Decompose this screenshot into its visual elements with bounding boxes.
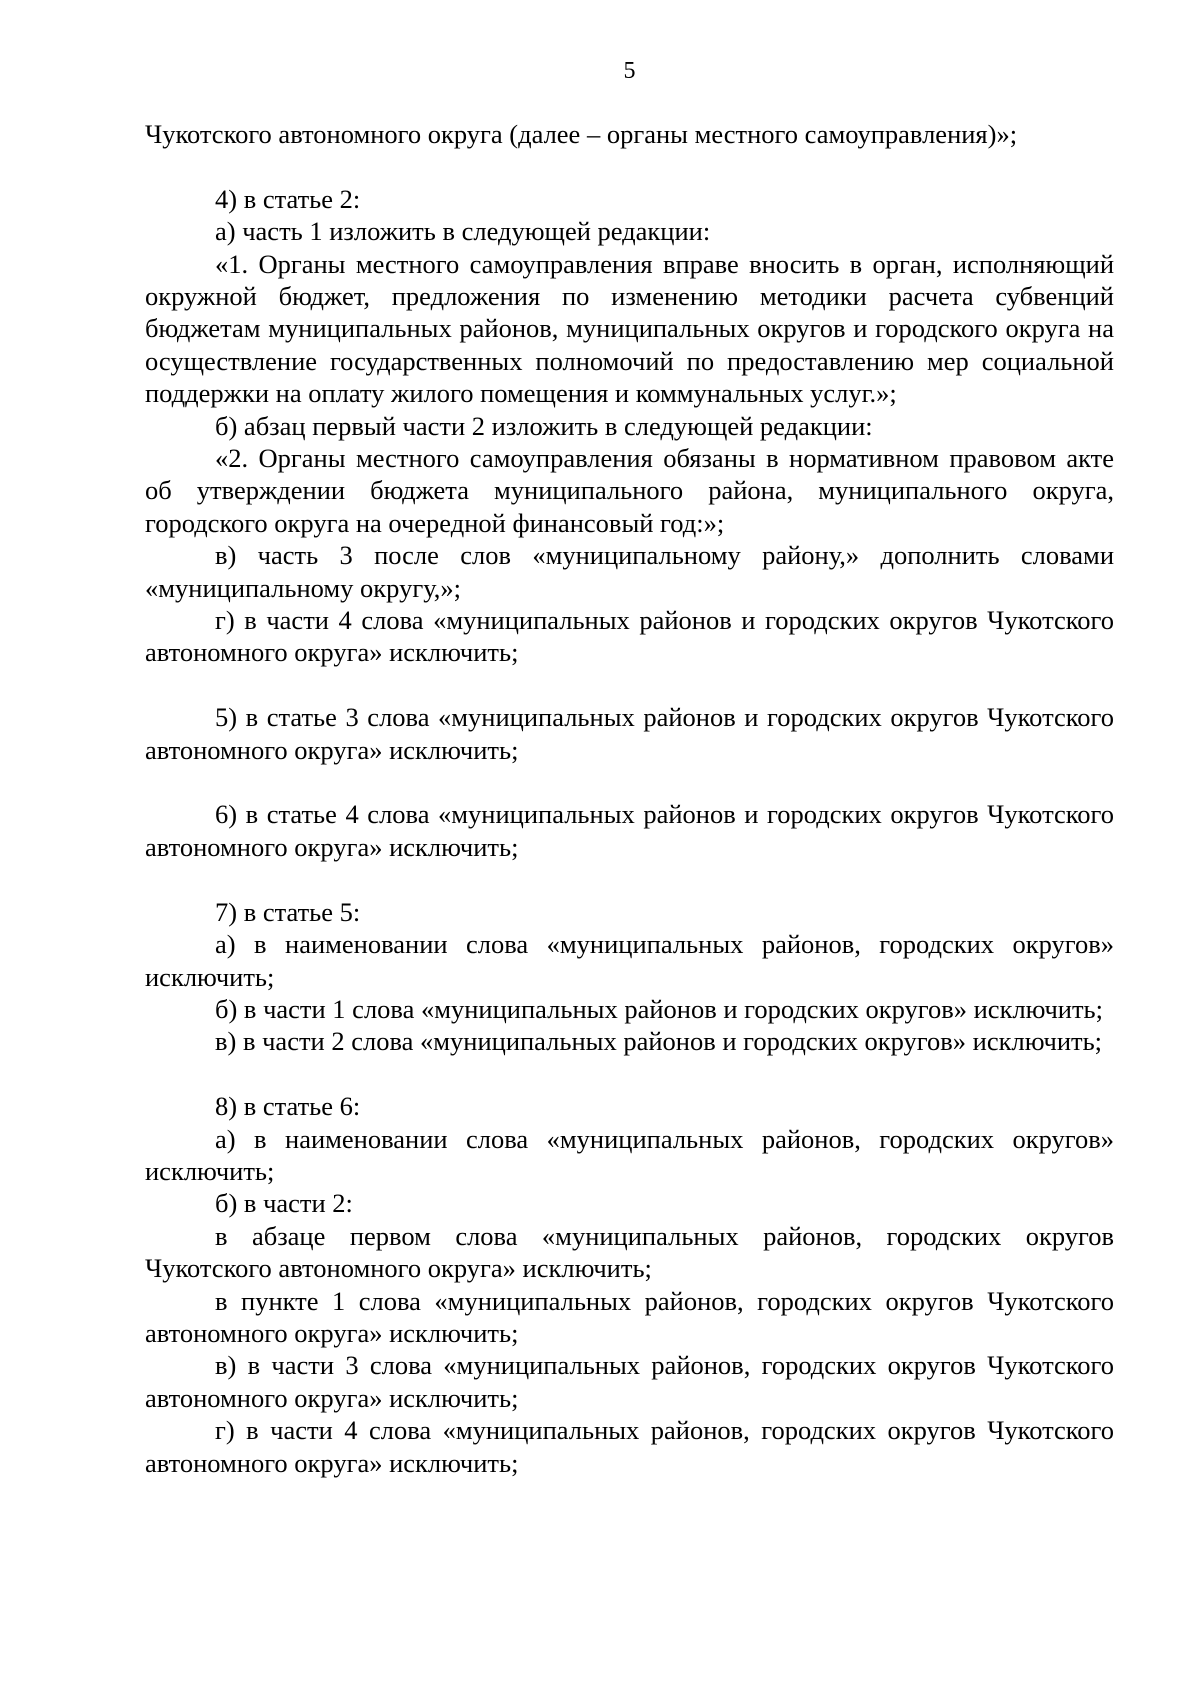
item-8a: а) в наименовании слова «муниципальных районов, городских округов» исключить; — [145, 1123, 1114, 1186]
item-6: 6) в статье 4 слова «муниципальных районов и городских округов Чукотского автономного округа» исключить; — [145, 799, 1114, 862]
spacer — [145, 863, 1114, 895]
spacer — [145, 669, 1114, 701]
item-4v: в) часть 3 после слов «муниципальному району,» дополнить словами «муниципальному округу,»; — [145, 540, 1114, 603]
item-4a: а) часть 1 изложить в следующей редакции: — [215, 216, 711, 247]
item-8v: в) в части 3 слова «муниципальных районов, городских округов Чукотского автономного округа» исключить; — [145, 1350, 1114, 1413]
spacer — [145, 1058, 1114, 1090]
item-8g: г) в части 4 слова «муниципальных районов, городских округов Чукотского автономного округа» исключить; — [145, 1415, 1114, 1478]
item-7b: б) в части 1 слова «муниципальных районов и городских округов» исключить; — [215, 993, 1103, 1024]
item-8b-point-1: в пункте 1 слова «муниципальных районов, городских округов Чукотского автономного округа» исключить; — [145, 1285, 1114, 1348]
page-number: 5 — [623, 58, 636, 84]
item-4-heading: 4) в статье 2: — [215, 183, 361, 214]
item-4a-text: «1. Органы местного самоуправления вправе вносить в орган, исполняющий окружной бюджет, предложения по изменению методики расчета субвенций бюджетам муниципальных районов, муниципальных округов и городского округа на осуществление государственных полномочий по предоставлению мер социальной поддержки на оплату жилого помещения и коммунальных услуг.»; — [145, 248, 1114, 409]
item-8b: б) в части 2: — [215, 1188, 353, 1219]
item-7v: в) в части 2 слова «муниципальных районов и городских округов» исключить; — [215, 1026, 1103, 1057]
item-7-heading: 7) в статье 5: — [215, 896, 361, 927]
paragraph-continuation: Чукотского автономного округа (далее – органы местного самоуправления)»; — [145, 119, 1018, 149]
spacer — [145, 150, 1114, 182]
item-8b-paragraph-1: в абзаце первом слова «муниципальных районов, городских округов Чукотского автономного округа» исключить; — [145, 1220, 1114, 1284]
item-4b: б) абзац первый части 2 изложить в следующей редакции: — [215, 410, 873, 441]
document-body — [145, 118, 1114, 1479]
item-5: 5) в статье 3 слова «муниципальных районов и городских округов Чукотского автономного округа» исключить; — [145, 702, 1114, 765]
item-4b-text: «2. Органы местного самоуправления обязаны в нормативном правовом акте об утверждении бюджета муниципального района, муниципального округа, городского округа на очередной финансовый год:»; — [145, 443, 1114, 538]
item-7a: а) в наименовании слова «муниципальных районов, городских округов» исключить; — [145, 929, 1114, 992]
item-4g: г) в части 4 слова «муниципальных районов и городских округов Чукотского автономного округа» исключить; — [145, 605, 1114, 668]
item-8-heading: 8) в статье 6: — [215, 1091, 361, 1122]
spacer — [145, 766, 1114, 798]
